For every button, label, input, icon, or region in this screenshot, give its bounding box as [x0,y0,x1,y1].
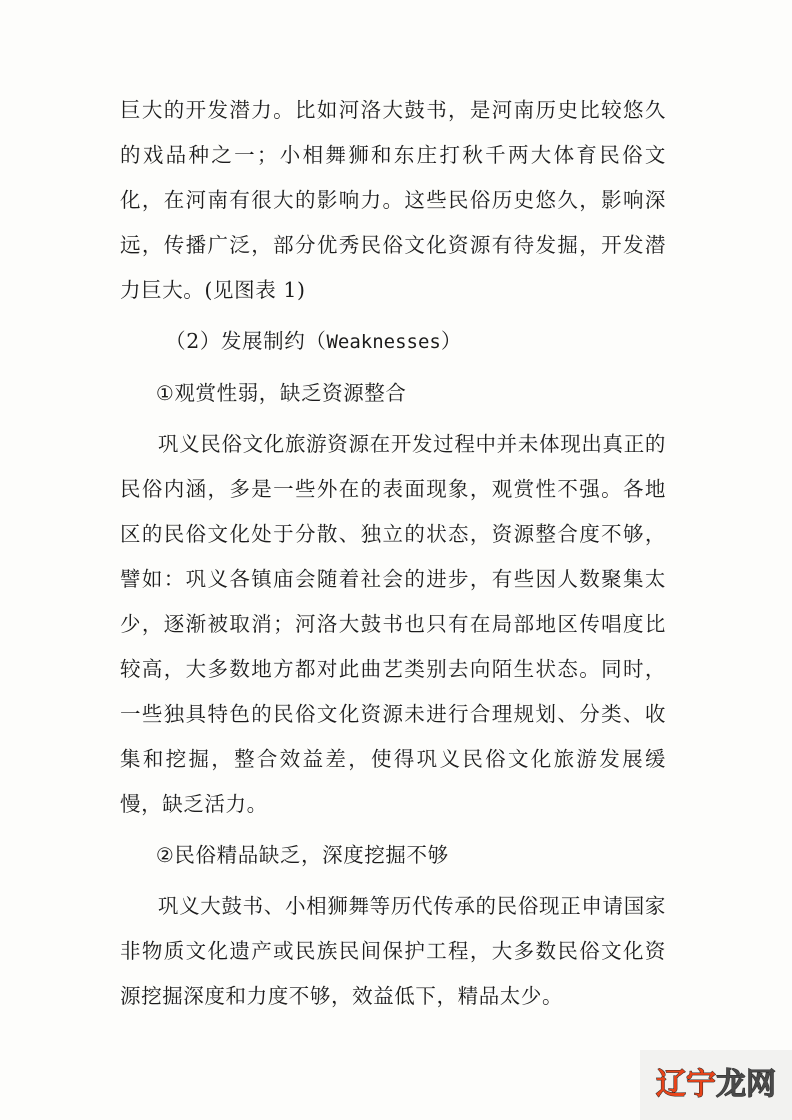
paragraph-continuation: 巨大的开发潜力。比如河洛大鼓书，是河南历史比较悠久的戏品种之一；小相舞狮和东庄打秋千两大体育民俗文化，在河南有很大的影响力。这些民俗历史悠久，影响深远，传播广泛，部分优秀民俗文化资源有待发掘，开发潜力巨大。(见图表 1) [120,98,666,302]
numbered-heading-2 [120,833,666,878]
watermark-text-secondary: 龙网 [716,1067,776,1102]
document-text-column [120,88,666,1019]
subheading-cn-after: ） [440,329,462,353]
watermark-text [656,1067,776,1102]
circled-number-2-icon: ② [155,843,175,867]
site-watermark [640,1050,792,1120]
subheading-latin-term: Weaknesses [326,331,441,353]
circled-number-1-icon: ① [155,381,175,405]
numbered-heading-1 [120,371,666,416]
subheading-cn-before: （2）发展制约（ [165,329,327,353]
watermark-text-primary: 辽宁 [656,1067,716,1102]
numbered-heading-1-label: 观赏性弱，缺乏资源整合 [174,381,407,405]
numbered-heading-2-label: 民俗精品缺乏，深度挖掘不够 [174,843,449,867]
paragraph-weakness-detail-1: 巩义民俗文化旅游资源在开发过程中并未体现出真正的民俗内涵，多是一些外在的表面现象，观赏性不强。各地区的民俗文化处于分散、独立的状态，资源整合度不够，譬如：巩义各镇庙会随着社会的进步，有些因人数聚集太少，逐渐被取消；河洛大鼓书也只有在局部地区传唱度比较高，大多数地方都对此曲艺类别去向陌生状态。同时，一些独具特色的民俗文化资源未进行合理规划、分类、收集和挖掘，整合效益差，使得巩义民俗文化旅游发展缓慢，缺乏活力。 [120,432,666,816]
subheading-weaknesses [120,319,666,365]
paragraph-weakness-detail-2: 巩义大鼓书、小相狮舞等历代传承的民俗现正申请国家非物质文化遗产或民族民间保护工程，大多数民俗文化资源挖掘深度和力度不够，效益低下，精品太少。 [120,894,666,1008]
